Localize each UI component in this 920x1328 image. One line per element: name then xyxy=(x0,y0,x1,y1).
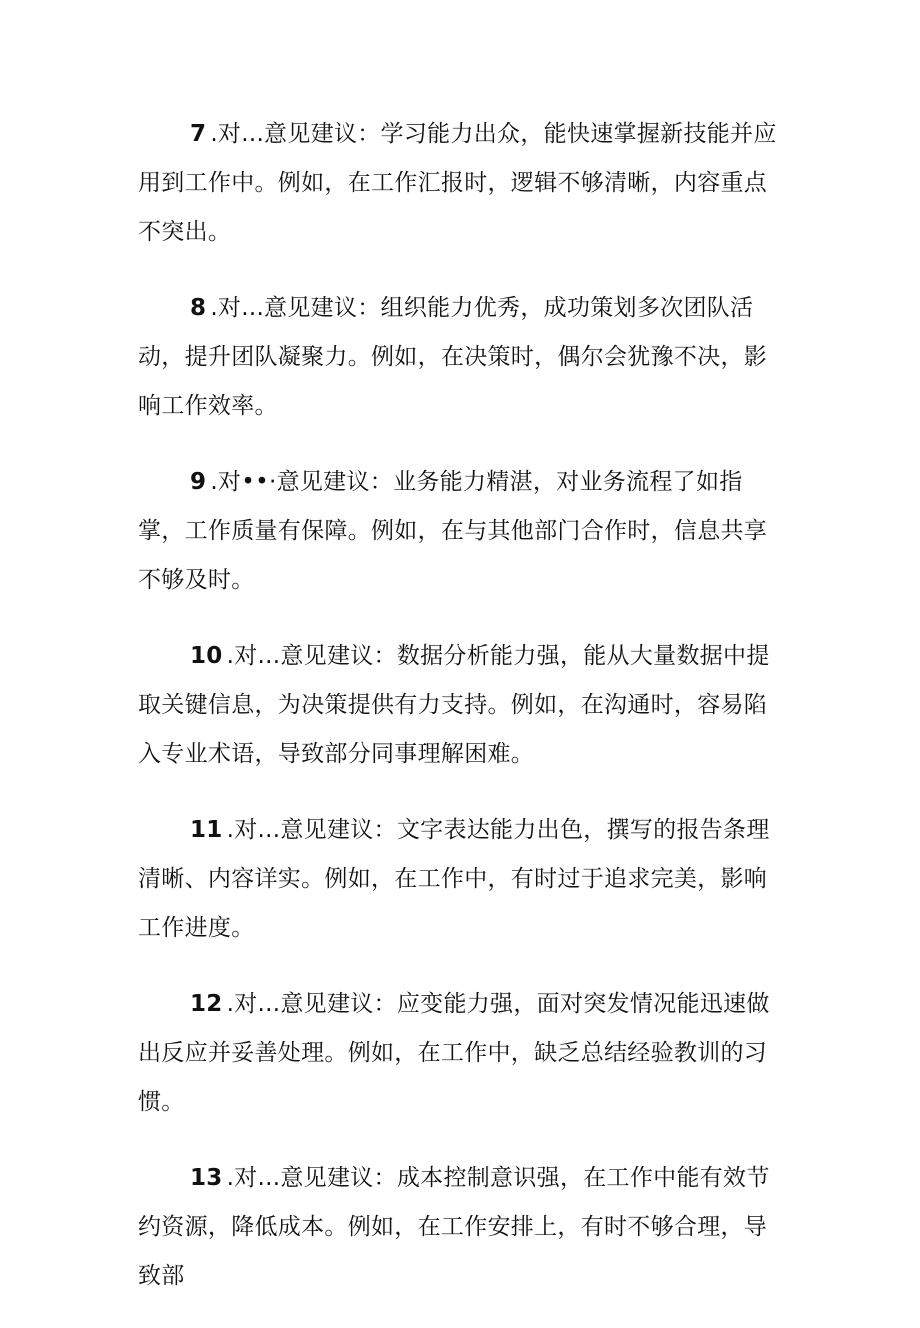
item-number: 9 xyxy=(190,469,207,495)
feedback-item-8 xyxy=(138,284,782,431)
feedback-item-10 xyxy=(138,632,782,779)
item-text: .对...意见建议：数据分析能力强，能从大量数据中提取关键信息，为决策提供有力支持。例如，在沟通时，容易陷入专业术语，导致部分同事理解困难。 xyxy=(138,643,770,767)
feedback-item-12 xyxy=(138,980,782,1127)
item-number: 10 xyxy=(190,643,223,669)
item-number: 12 xyxy=(190,991,223,1017)
feedback-item-7 xyxy=(138,110,782,257)
feedback-item-9 xyxy=(138,458,782,605)
item-text: .对...意见建议：应变能力强，面对突发情况能迅速做出反应并妥善处理。例如，在工作中，缺乏总结经验教训的习惯。 xyxy=(138,991,770,1115)
item-number: 11 xyxy=(190,817,223,843)
feedback-list xyxy=(138,110,782,1328)
item-number: 8 xyxy=(190,295,207,321)
item-number: 7 xyxy=(190,121,207,147)
item-text: .对...意见建议：学习能力出众，能快速掌握新技能并应用到工作中。例如，在工作汇报时，逻辑不够清晰，内容重点不突出。 xyxy=(138,121,777,245)
item-text: .对...意见建议：成本控制意识强，在工作中能有效节约资源，降低成本。例如，在工作安排上，有时不够合理，导致部 xyxy=(138,1165,770,1289)
feedback-item-13 xyxy=(138,1154,782,1301)
item-text: .对...意见建议：文字表达能力出色，撰写的报告条理清晰、内容详实。例如，在工作中，有时过于追求完美，影响工作进度。 xyxy=(138,817,770,941)
feedback-item-11 xyxy=(138,806,782,953)
item-number: 13 xyxy=(190,1165,223,1191)
item-text: .对••·意见建议：业务能力精湛，对业务流程了如指掌，工作质量有保障。例如，在与其他部门合作时，信息共享不够及时。 xyxy=(138,469,768,593)
item-text: .对...意见建议：组织能力优秀，成功策划多次团队活动，提升团队凝聚力。例如，在决策时，偶尔会犹豫不决，影响工作效率。 xyxy=(138,295,768,419)
